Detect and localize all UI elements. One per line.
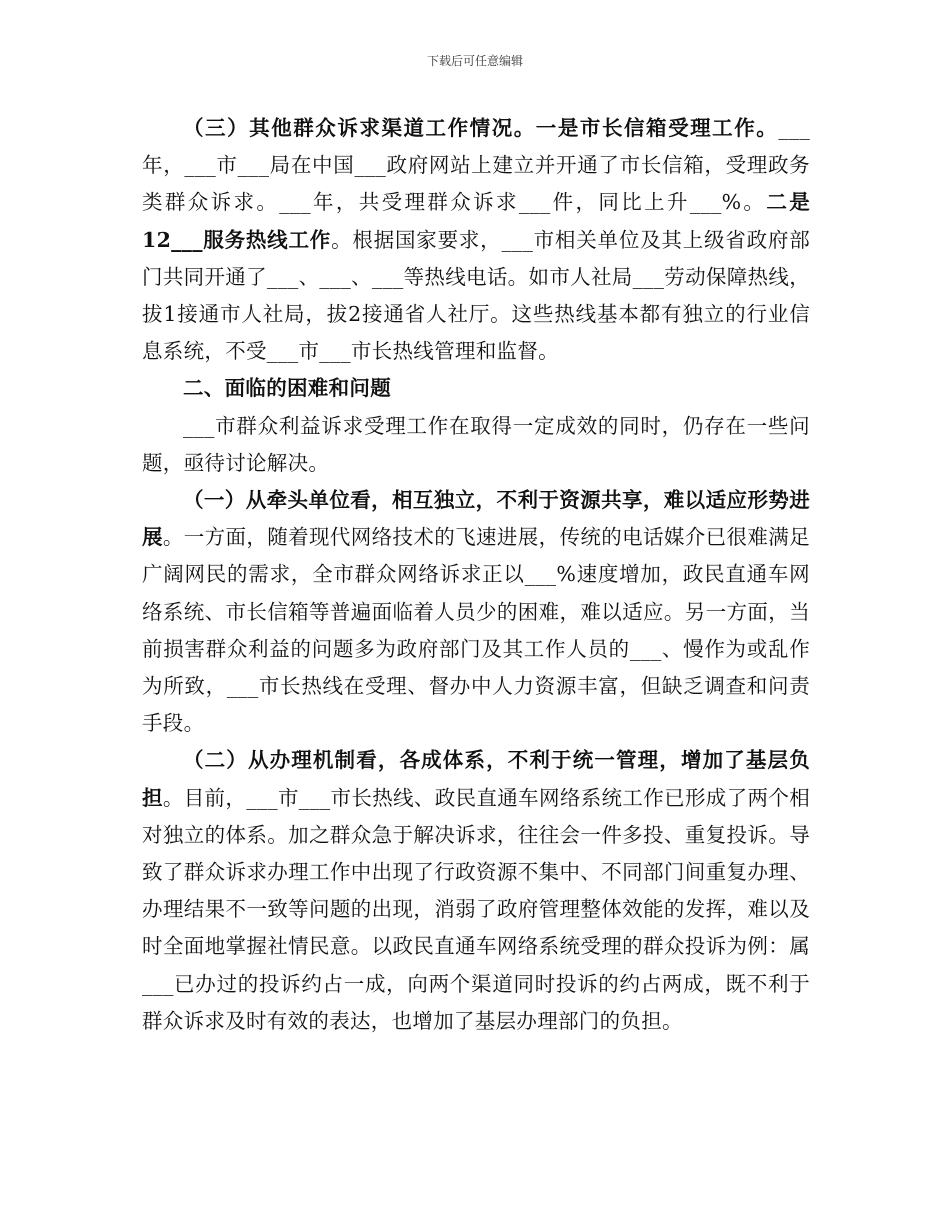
paragraph-lead: （一）从牵头单位看，相互独立，不利于资源共享，难以适应形势进展: [142, 488, 810, 550]
paragraph-mechanism: [142, 742, 810, 1040]
page-header-note: 下载后可任意编辑: [426, 54, 523, 68]
paragraph-text: 。根据国家要求，___市相关单位及其上级省政府部门共同开通了___、___、___等热线电话。如市人社局___劳动保障热线，拔1接通市人社局，拔2接通省人社厅。这些热线基本都有独立的行业信息系统，不受___市___市长热线管理和监督。: [142, 227, 811, 364]
paragraph-other-channels: [142, 110, 810, 370]
paragraph-lead: （三）其他群众诉求渠道工作情况。一是市长信箱受理工作。: [183, 116, 779, 140]
paragraph-lead-units: [142, 482, 810, 742]
paragraph-text: ___年，___市___局在中国___政府网站上建立并开通了市长信箱，受理政务类群众诉求。___年，共受理群众诉求___件，同比上升___%。: [142, 116, 810, 215]
section-heading: 二、面临的困难和问题: [183, 376, 391, 401]
paragraph-text: 。目前，___市___市长热线、政民直通车网络系统工作已形成了两个相对独立的体系。加之群众急于解决诉求，往往会一件多投、重复投诉。导致了群众诉求办理工作中出现了行政资源不集中、不同部门间重复办理、办理结果不一致等问题的出现，消弱了政府管理整体效能的发挥，难以及时全面地掌握社情民意。以政民直通车网络系统受理的群众投诉为例：属___已办过的投诉约占一成，向两个渠道同时投诉的约占两成，既不利于群众诉求及时有效的表达，也增加了基层办理部门的负担。: [142, 785, 810, 1033]
paragraph-lead: （二）从办理机制看，各成体系，不利于统一管理，增加了基层负担: [142, 748, 810, 810]
paragraph-intro: ___市群众利益诉求受理工作在取得一定成效的同时，仍存在一些问题，亟待讨论解决。: [142, 413, 810, 475]
paragraph-text: 。一方面，随着现代网络技术的飞速进展，传统的电话媒介已很难满足广阔网民的需求，全市群众网络诉求正以___%速度增加，政民直通车网络系统、市长信箱等普遍面临着人员少的困难，难以适应。另一方面，当前损害群众利益的问题多为政府部门及其工作人员的___、慢作为或乱作为所致，___市长热线在受理、督办中人力资源丰富，但缺乏调查和问责手段。: [142, 525, 810, 736]
paragraph-lead: 二是12___服务热线工作: [142, 190, 810, 252]
document-body: [142, 110, 810, 1040]
